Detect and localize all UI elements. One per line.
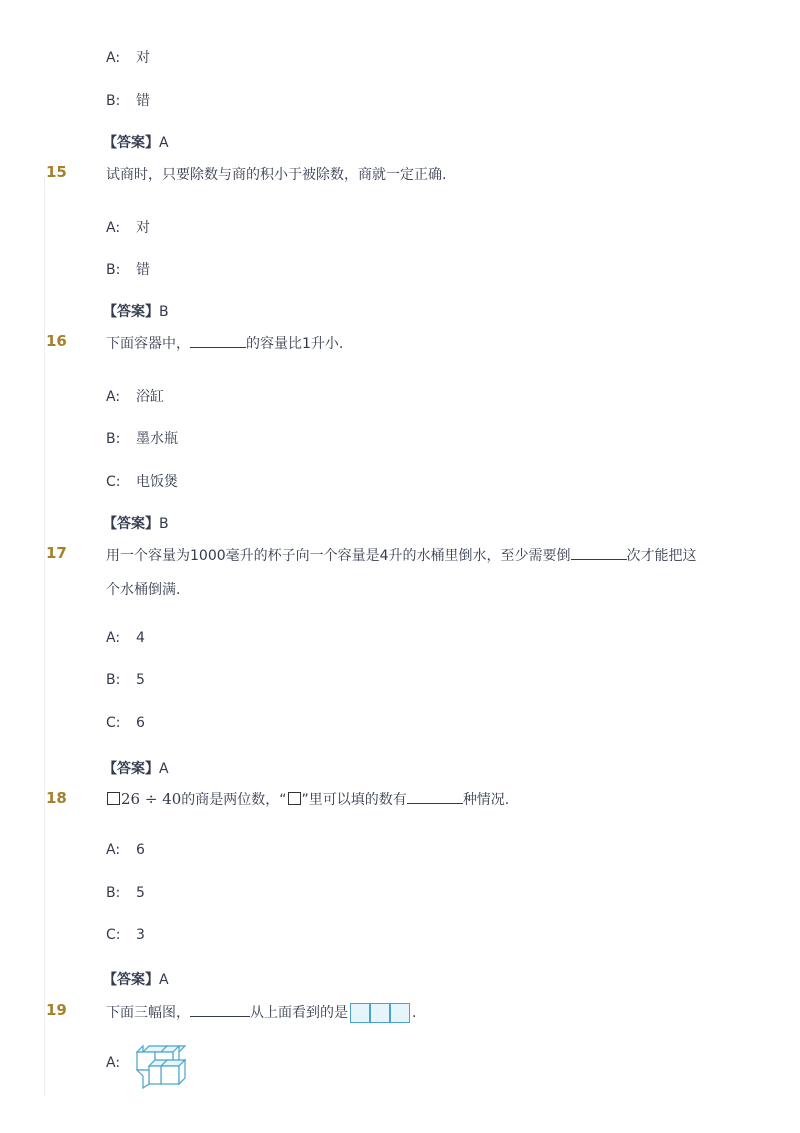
q15-text: 试商时，只要除数与商的积小于被除数，商就一定正确.: [106, 167, 447, 183]
left-divider-line: [44, 176, 45, 1096]
q19-option-a[interactable]: A:: [106, 1055, 121, 1071]
q17-option-c[interactable]: C: 6: [106, 715, 145, 731]
q14-option-a[interactable]: A: 对: [106, 50, 150, 66]
q15-option-b[interactable]: B: 错: [106, 262, 150, 278]
answer-blank: [571, 545, 627, 560]
q19-number: 19: [46, 1001, 67, 1019]
q15-answer: 【答案】B: [103, 304, 169, 320]
q16-option-a[interactable]: A: 浴缸: [106, 389, 164, 405]
q16-answer: 【答案】B: [103, 516, 169, 532]
q16-text: 下面容器中， 的容量比1升小.: [106, 333, 343, 353]
q14-answer: 【答案】A: [103, 135, 169, 151]
q15-number: 15: [46, 163, 67, 181]
q18-option-c[interactable]: C: 3: [106, 927, 145, 943]
empty-box-glyph: [107, 792, 120, 805]
q17-number: 17: [46, 544, 67, 562]
math-expression: 26 ÷ 40: [121, 790, 182, 808]
q16-option-c[interactable]: C: 电饭煲: [106, 474, 178, 490]
top-view-strip-image: [350, 1003, 410, 1023]
q18-option-b[interactable]: B: 5: [106, 885, 145, 901]
q19-text: 下面三幅图， 从上面看到的是 .: [106, 1002, 416, 1023]
cubes-figure-image: [135, 1044, 199, 1090]
q14-option-b[interactable]: B: 错: [106, 93, 150, 109]
q17-text: 用一个容量为1000毫升的杯子向一个容量是4升的水桶里倒水，至少需要倒 次才能把这: [106, 545, 697, 565]
q17-option-a[interactable]: A: 4: [106, 630, 145, 646]
empty-box-glyph: [288, 792, 301, 805]
q18-option-a[interactable]: A: 6: [106, 842, 145, 858]
q16-option-b[interactable]: B: 墨水瓶: [106, 431, 178, 447]
q17-text-line2: 个水桶倒满.: [106, 582, 181, 598]
answer-blank: [190, 1002, 250, 1017]
answer-blank: [190, 333, 246, 348]
q18-number: 18: [46, 789, 67, 807]
q18-text: 26 ÷ 40的商是两位数，“ ”里可以填的数有 种情况.: [106, 789, 509, 809]
q16-number: 16: [46, 332, 67, 350]
q18-answer: 【答案】A: [103, 972, 169, 988]
q17-answer: 【答案】A: [103, 761, 169, 777]
q15-option-a[interactable]: A: 对: [106, 220, 150, 236]
q17-option-b[interactable]: B: 5: [106, 672, 145, 688]
answer-blank: [407, 789, 463, 804]
